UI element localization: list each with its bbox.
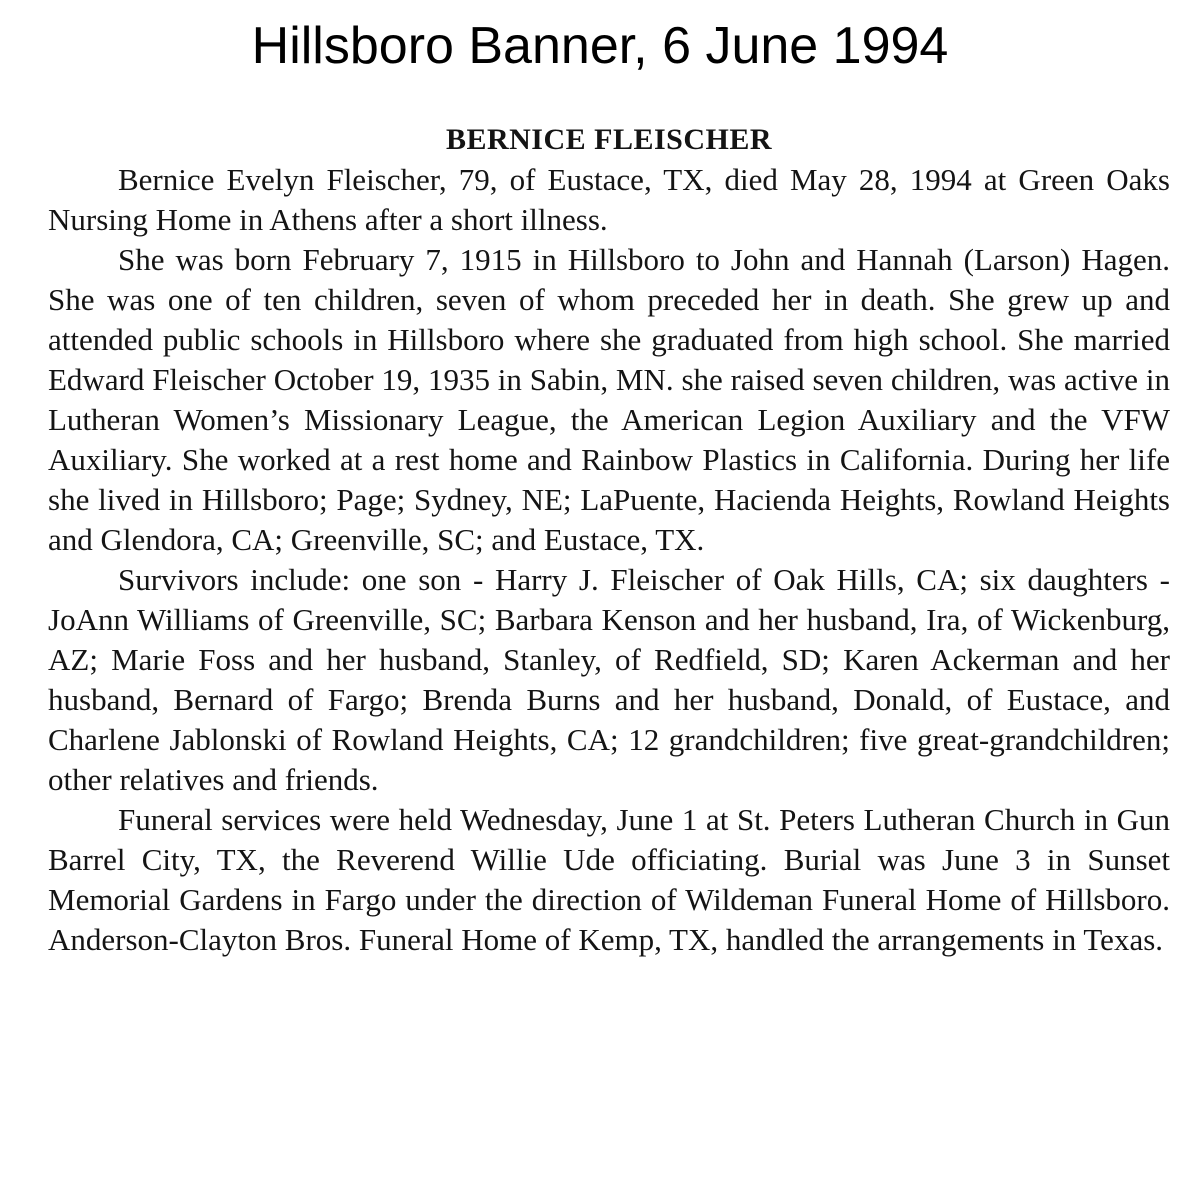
obituary-paragraph-services: Funeral services were held Wednesday, June 1 at St. Peters Lutheran Church in Gun Barrel City, TX, the Reverend Willie Ude officiating. Burial was June 3 in Sunset Memorial Gardens in Fargo under the direction of Wildeman Funeral Home of Hillsboro. Anderson-Clayton Bros. Funeral Home of Kemp, TX, handled the arrangements in Texas. xyxy=(48,802,1170,957)
obituary-paragraph-biography: She was born February 7, 1915 in Hillsboro to John and Hannah (Larson) Hagen. She was one of ten children, seven of whom preceded her in death. She grew up and attended public schools in Hillsboro where she graduated from high school. She married Edward Fleischer October 19, 1935 in Sabin, MN. she raised seven children, was active in Lutheran Women’s Missionary League, the American Legion Auxiliary and the VFW Auxiliary. She worked at a rest home and Rainbow Plastics in California. During her life she lived in Hillsboro; Page; Sydney, NE; LaPuente, Hacienda Heights, Rowland Heights and Glendora, CA; Greenville, SC; and Eustace, TX. xyxy=(48,242,1170,557)
page-title: Hillsboro Banner, 6 June 1994 xyxy=(251,17,949,75)
obituary-headline: BERNICE FLEISCHER xyxy=(445,123,773,156)
obituary-paragraph-death: Bernice Evelyn Fleischer, 79, of Eustace, TX, died May 28, 1994 at Green Oaks Nursing Home in Athens after a short illness. xyxy=(48,162,1170,237)
obituary-paragraph-survivors: Survivors include: one son - Harry J. Fleischer of Oak Hills, CA; six daughters - JoAnn Williams of Greenville, SC; Barbara Kenson and her husband, Ira, of Wickenburg, AZ; Marie Foss and her husband, Stanley, of Redfield, SD; Karen Ackerman and her husband, Bernard of Fargo; Brenda Burns and her husband, Donald, of Eustace, and Charlene Jablonski of Rowland Heights, CA; 12 grandchildren; five great-grandchildren; other relatives and friends. xyxy=(48,562,1170,797)
obituary-clipping xyxy=(48,120,1170,960)
